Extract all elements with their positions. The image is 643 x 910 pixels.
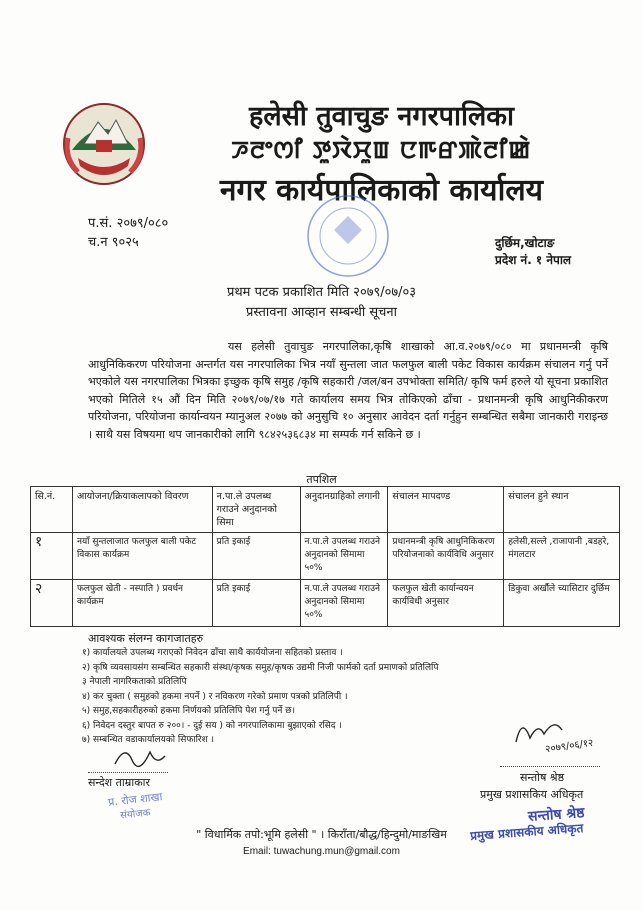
table-row — [31, 580, 620, 627]
signatory-right-name: सन्तोष श्रेष्ठ — [520, 771, 565, 784]
office-seal-icon — [298, 190, 398, 285]
dispatch-number: च.न ९०२५ — [88, 235, 139, 250]
stamp-right-name: सन्तोष श्रेष्ठ — [527, 805, 586, 825]
header-investment: अनुदानग्राहिको लगानी — [300, 487, 388, 533]
signatory-right-title: प्रमुख प्रशासकिय अधिकृत — [480, 788, 584, 801]
documents-title: आवश्यक संलग्न कागजातहरु — [88, 632, 204, 645]
header-project: आयोजना/क्रियाकलापको विवरण — [72, 487, 212, 533]
table-header-row — [31, 487, 620, 533]
office-name: नगर कार्यपालिकाको कार्यालय — [219, 173, 544, 208]
signature-left-icon — [110, 742, 170, 772]
list-item: ६) निवेदन दस्तुर बापत रु २००। - दुई सय ) को नगरपालिकामा बुझाएको रसिद । — [82, 720, 342, 731]
cell-project: फलफुल खेती - नस्पाति ) प्रवर्धन कार्यक्रम — [72, 580, 212, 627]
stamp-left-line-2: संयोजक — [119, 807, 151, 822]
cell-criteria: प्रधानमन्त्री कृषि आधुनिकिकरण परियोजनाको कार्यविधि अनुसार — [388, 533, 504, 580]
list-item: ४) कर चुक्ता ( समुहको हकमा नपर्ने ) र नविकरण गरेको प्रमाण पत्रको प्रतिलिपी । — [82, 691, 348, 702]
table-row — [31, 533, 620, 580]
cell-grant-limit: प्रति इकाई — [212, 533, 300, 580]
list-item: ७) सम्बन्धित वडाकार्यालयको सिफारिश । — [82, 735, 215, 745]
publication-date: प्रथम पटक प्रकाशित मिति २०७९/०७/०३ — [226, 285, 417, 300]
header-criteria: संचालन मापदण्ड — [388, 487, 504, 533]
letter-number: प.सं. २०७९/०८० — [88, 216, 169, 231]
address-line-2: प्रदेश नं. १ नेपाल — [495, 253, 572, 267]
header-grant-limit: न.पा.ले उपलब्ध गराउने अनुदानको सिमा — [212, 487, 300, 533]
stamp-right-title: प्रमुख प्रशासकीय अधिकृत — [469, 821, 584, 843]
documents-list — [82, 646, 552, 748]
list-item: ३ नेपाली नागरिकताको प्रतिलिपि — [82, 677, 187, 687]
cell-location: डिकुवा अर्खौले च्यासिटार दुर्छिम — [504, 580, 620, 627]
list-item: २) कृषि व्यवसायसंग सम्बन्धित सहकारी संस्था/कृषक समुह/कृषक उद्यमी निजी फार्मको दर्ता प्रमाणको प्रतिलिपि — [82, 662, 439, 673]
handwritten-date: २०७९/०६/१२ — [544, 737, 595, 756]
stamp-left-line-1: प्र. रोज शाखा — [107, 790, 163, 809]
notice-title: प्रस्तावना आव्हान सम्बन्धी सूचना — [246, 305, 397, 320]
cell-serial: १ — [31, 533, 73, 580]
cell-criteria: फलफुल खेती कार्यान्वयन कार्यविधी अनुसार — [388, 580, 504, 627]
cell-investment: न.पा.ले उपलब्ध गराउने अनुदानको सिमामा ५०% — [300, 580, 388, 627]
org-name-script: ꯍꯂꯦꯁꯤ ꯇꯨꯋꯥꯆꯨꯡ ꯅꯒꯔꯄꯥꯂꯤꯀꯥ — [231, 135, 532, 164]
cell-project: नयाँ सुन्तलाजात फलफुल बाली पकेट विकास कार्यक्रम — [72, 533, 212, 580]
header-serial: सि.नं. — [31, 487, 73, 533]
cell-grant-limit: प्रति इकाई — [212, 580, 300, 627]
schedule-table — [30, 486, 620, 627]
cell-location: हलेसी,सल्ले ,राजापानी ,बडहरे, मंगलटार — [504, 533, 620, 580]
notice-body: यस हलेसी तुवाचुङ नगरपालिका,कृषि शाखाको आ.व.२०७९/०८० मा प्रधानमन्त्री कृषि आधुनिकिकरण परियोजना अन्तर्गत यस नगरपालिका भित्र नयाँ सुन्तला जात फलफुल बाली पकेट विकास कार्यक्रम संचालन गर्नु पर्ने भएकोले यस नगरपालिका भित्रका इच्छुक कृषि समुह /कृषि सहकारी /जल/बन उपभोक्ता समिति/ कृषि फर्म हरुले यो सूचना प्रकाशित भएको मितिले १५ औं दिन मिति २०७९/०७/१७ गते कार्यालय समय भित्र तोकिएको ढाँचा - प्रधानमन्त्री कृषि आधुनिकीकरण परियोजना, परियोजना कार्यान्वयन म्यानुअल २०७७ को अनुसुचि १० अनुसार आवेदन दर्ता गर्नुहुन सम्बन्धित सबैमा जानकारी गराइन्छ । साथै यस विषयमा थप जानकारीको लागि ९८४२५३६८३४ मा सम्पर्क गर्न सकिने छ । — [88, 340, 609, 441]
footer-motto: " विधार्मिक तपो:भूमि हलेसी " । किराँता/बौद्ध/हिन्दुमो/माङखिम — [196, 828, 447, 841]
list-item: १) कार्यालयले उपलब्ध गराएको निवेदन ढाँचा साथै कार्ययोजना सहितको प्रस्ताव । — [82, 648, 343, 658]
signature-line-left — [88, 772, 168, 773]
table-caption: तपशिल — [306, 473, 337, 486]
address-line-1: दुर्छिम,खोटाङ — [495, 236, 555, 250]
footer-email: Email: tuwachung.mun@gmail.com — [243, 846, 400, 857]
header-location: संचालन हुने स्थान — [504, 487, 620, 533]
cell-serial: २ — [31, 580, 73, 627]
org-name: हलेसी तुवाचुङ नगरपालिका — [248, 101, 514, 132]
signatory-left-name: सन्देश ताम्राकार — [88, 776, 150, 789]
list-item: ५) समुह,सहकारीहरुको हकमा निर्णयको प्रतिलिपि पेश गर्नु पर्ने छ। — [82, 706, 295, 716]
cell-investment: न.पा.ले उपलब्ध गराउने अनुदानको सिमामा ५०% — [300, 533, 388, 580]
signature-line-right — [500, 766, 600, 767]
